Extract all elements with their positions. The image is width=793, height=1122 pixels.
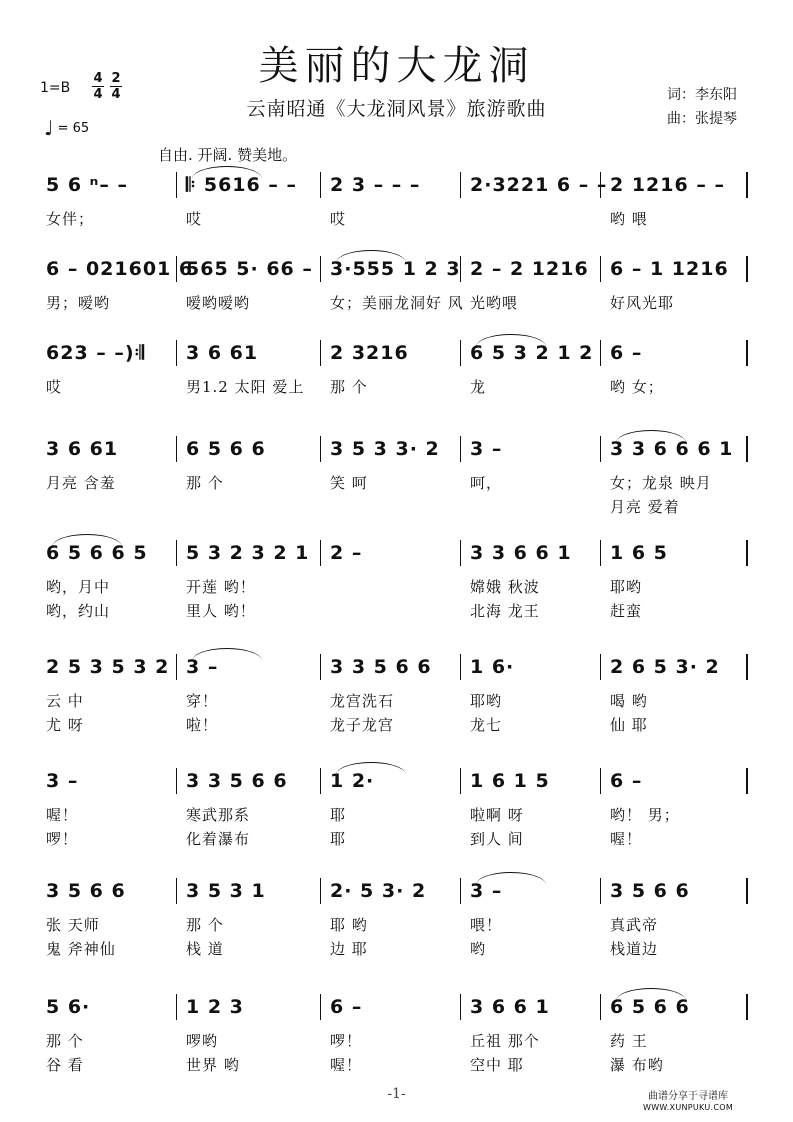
barline — [746, 340, 748, 366]
lyric-text: 真武帝 — [610, 916, 659, 934]
barline — [460, 436, 461, 462]
lyric-text: 耶哟 — [610, 578, 643, 596]
score-system-2 — [0, 244, 793, 340]
measure: 6 5 6 6 5 — [46, 542, 148, 564]
lyric-text: 边 耶 — [330, 940, 368, 958]
lyric-text: 耶 — [330, 806, 347, 824]
lyric-text: 谷 看 — [46, 1056, 84, 1074]
lyric-text: 男1.2 太阳 爱上 — [186, 378, 305, 396]
lyric-text: 空中 耶 — [470, 1056, 524, 1074]
measure: 3 6 6 1 — [470, 996, 550, 1018]
score-system-8 — [0, 866, 793, 962]
slur-mark — [476, 334, 546, 347]
measure: 3 – — [46, 770, 79, 792]
measure: 6 5 6 6 — [186, 438, 266, 460]
lyric-text: 哎 — [186, 210, 203, 228]
lyric-text: 那 个 — [330, 378, 368, 396]
lyric-text: 哟 女； — [610, 378, 664, 396]
lyric-text: 女；美丽龙洞好 风 — [330, 294, 464, 312]
notation-row — [0, 528, 793, 572]
slur-mark — [336, 250, 406, 263]
lyric-text: 月亮 爱着 — [610, 498, 680, 516]
song-title: 美丽的大龙洞 — [258, 43, 535, 89]
measure: 3 5 3 3· 2 — [330, 438, 440, 460]
barline — [460, 654, 461, 680]
barline — [600, 878, 601, 904]
lyric-text: 寒武那系 — [186, 806, 251, 824]
lyric-text: 啰！ — [46, 830, 79, 848]
lyric-text: 嗳哟嗳哟 — [186, 294, 251, 312]
measure: 3 5 6 6 — [610, 880, 690, 902]
barline — [460, 540, 461, 566]
measure: 3 – — [470, 880, 503, 902]
slur-mark — [192, 166, 262, 179]
measure: 3 – — [186, 656, 219, 678]
score-system-5 — [0, 528, 793, 624]
lyric-text: 开莲 哟！ — [186, 578, 256, 596]
notation-row — [0, 642, 793, 686]
barline — [320, 994, 321, 1020]
lyric-text: 哟 喂 — [610, 210, 648, 228]
notation-row — [0, 328, 793, 372]
barline — [176, 256, 177, 282]
measure: 6 5 6 6 — [610, 996, 690, 1018]
measure: 1 2 3 — [186, 996, 244, 1018]
lyric-text: 啦啊 呀 — [470, 806, 524, 824]
barline — [746, 256, 748, 282]
lyric-text: 瀑 布哟 — [610, 1056, 664, 1074]
measure: 3 5 3 1 — [186, 880, 266, 902]
lyric-text: 化着瀑布 — [186, 830, 251, 848]
lyric-text: 鬼 斧神仙 — [46, 940, 116, 958]
barline — [320, 172, 321, 198]
barline — [600, 654, 601, 680]
lyric-text: 哟 — [470, 940, 487, 958]
lyric-text: 仙 耶 — [610, 716, 648, 734]
lyric-text: 到人 间 — [470, 830, 524, 848]
lyric-text: 啰哟 — [186, 1032, 219, 1050]
barline — [746, 994, 748, 1020]
barline — [460, 768, 461, 794]
lyric-text: 龙七 — [470, 716, 503, 734]
score-system-3 — [0, 328, 793, 424]
lyric-text: 啦！ — [186, 716, 219, 734]
song-subtitle: 云南昭通《大龙洞风景》旅游歌曲 — [246, 98, 547, 120]
lyric-text: 月亮 含羞 — [46, 474, 116, 492]
lyric-text: 喂！ — [470, 916, 503, 934]
lyric-text: 光哟喂 — [470, 294, 519, 312]
slur-mark — [192, 648, 262, 661]
lyric-text: 女；龙泉 映月 — [610, 474, 712, 492]
lyric-text: 栈道边 — [610, 940, 659, 958]
measure: 623 – –)𝄇 — [46, 342, 145, 364]
notation-row — [0, 756, 793, 800]
measure: 6 – — [610, 770, 643, 792]
barline — [746, 768, 748, 794]
lyric-text: 里人 哟！ — [186, 602, 256, 620]
measure: 2 – — [330, 542, 363, 564]
barline — [600, 540, 601, 566]
barline — [176, 994, 177, 1020]
measure: 2 5 3 5 3 2 — [46, 656, 170, 678]
barline — [746, 172, 748, 198]
lyric-text: 栈 道 — [186, 940, 224, 958]
lyric-text: 耶 哟 — [330, 916, 368, 934]
lyric-text: 笑 呵 — [330, 474, 368, 492]
barline — [746, 540, 748, 566]
measure: 2· 5 3· 2 — [330, 880, 427, 902]
measure: 6 – 021601 6 — [46, 258, 194, 280]
measure: 3 3 5 6 6 — [186, 770, 288, 792]
lyric-text: 那 个 — [46, 1032, 84, 1050]
lyric-text: 哟，约山 — [46, 602, 111, 620]
barline — [320, 436, 321, 462]
watermark-text: 曲谱分享于寻谱库 — [648, 1091, 729, 1102]
lyric-text: 耶哟 — [470, 692, 503, 710]
lyric-text: 药 王 — [610, 1032, 648, 1050]
measure: 1 6· — [470, 656, 515, 678]
measure: 6 – 1 1216 — [610, 258, 729, 280]
barline — [176, 540, 177, 566]
barline — [600, 256, 601, 282]
measure: 2 1216 – – — [610, 174, 725, 196]
measure: 3 3 6 6 6 1 — [610, 438, 734, 460]
score-system-9 — [0, 982, 793, 1078]
lyric-text: 龙宫洗石 — [330, 692, 395, 710]
score-system-6 — [0, 642, 793, 738]
measure: 5 6 ⁿ– – — [46, 174, 128, 196]
measure: 6 5 3 2 1 2 — [470, 342, 594, 364]
barline — [176, 436, 177, 462]
barline — [176, 340, 177, 366]
page-number: -1- — [387, 1086, 406, 1102]
barline — [176, 654, 177, 680]
lyric-text: 哟，月中 — [46, 578, 111, 596]
lyric-text: 赶蛮 — [610, 602, 643, 620]
measure: 6 – — [330, 996, 363, 1018]
barline — [320, 878, 321, 904]
time-signature-4-4: 4 4 — [93, 71, 103, 102]
lyric-text: 那 个 — [186, 916, 224, 934]
score-system-4 — [0, 424, 793, 520]
lyric-text: 尤 呀 — [46, 716, 84, 734]
lyric-text: 喝 哟 — [610, 692, 648, 710]
quarter-note-icon: ♩ — [44, 116, 54, 140]
measure: 2 3 – – – — [330, 174, 421, 196]
key-signature: 1=B — [40, 80, 71, 96]
lyric-text: 世界 哟 — [186, 1056, 240, 1074]
lyric-text: 哎 — [330, 210, 347, 228]
lyric-text: 北海 龙王 — [470, 602, 540, 620]
barline — [320, 540, 321, 566]
score-system-1 — [0, 160, 793, 256]
lyric-text: 龙子龙宫 — [330, 716, 395, 734]
expression-marking: 自由. 开阔. 赞美地。 — [158, 146, 298, 164]
lyric-text: 那 个 — [186, 474, 224, 492]
tempo-value: = 65 — [57, 121, 90, 136]
slur-mark — [52, 534, 122, 547]
barline — [746, 654, 748, 680]
barline — [176, 172, 177, 198]
slur-mark — [476, 872, 546, 885]
barline — [460, 256, 461, 282]
lyric-text: 哟！ 男； — [610, 806, 680, 824]
notation-row — [0, 424, 793, 468]
lyric-text: 穿！ — [186, 692, 219, 710]
measure: 1 6 1 5 — [470, 770, 550, 792]
lyric-text: 好风光耶 — [610, 294, 675, 312]
barline — [460, 878, 461, 904]
measure: 3 6 61 — [186, 342, 259, 364]
time-signature-2-4: 2 4 — [111, 71, 121, 102]
barline — [460, 994, 461, 1020]
tempo-marking — [44, 116, 89, 140]
barline — [176, 768, 177, 794]
measure: 1 2· — [330, 770, 375, 792]
barline — [320, 654, 321, 680]
watermark — [643, 1091, 733, 1113]
measure: 3 – — [470, 438, 503, 460]
lyric-text: 喔！ — [46, 806, 79, 824]
measure: 6 – — [610, 342, 643, 364]
lyric-text: 喔！ — [610, 830, 643, 848]
measure: 3 3 6 6 1 — [470, 542, 572, 564]
measure: 5 6· — [46, 996, 91, 1018]
measure: 2 3216 — [330, 342, 409, 364]
lyric-text: 女伴； — [46, 210, 95, 228]
barline — [460, 340, 461, 366]
notation-row — [0, 982, 793, 1026]
slur-mark — [616, 430, 686, 443]
lyricist-credit: 词：李东阳 — [667, 87, 737, 103]
measure: 3 5 6 6 — [46, 880, 126, 902]
composer-credit: 曲：张提琴 — [667, 111, 737, 127]
barline — [600, 768, 601, 794]
barline — [320, 768, 321, 794]
barline — [600, 436, 601, 462]
measure: 2·3221 6 – – — [470, 174, 608, 196]
measure: 3 3 5 6 6 — [330, 656, 432, 678]
lyric-text: 男；嗳哟 — [46, 294, 111, 312]
lyric-text: 啰！ — [330, 1032, 363, 1050]
slur-mark — [336, 762, 406, 775]
barline — [320, 256, 321, 282]
lyric-text: 云 中 — [46, 692, 84, 710]
lyric-text: 张 天师 — [46, 916, 100, 934]
barline — [600, 340, 601, 366]
barline — [320, 340, 321, 366]
lyric-text: 喔！ — [330, 1056, 363, 1074]
lyric-text: 嫦娥 秋波 — [470, 578, 540, 596]
notation-row — [0, 160, 793, 204]
measure: 565 5· 66 – — [186, 258, 313, 280]
lyric-text: 龙 — [470, 378, 487, 396]
notation-row — [0, 244, 793, 288]
slur-mark — [616, 988, 686, 1001]
lyric-text: 哎 — [46, 378, 63, 396]
lyric-text: 呵， — [470, 474, 503, 492]
lyric-text: 丘祖 那个 — [470, 1032, 540, 1050]
measure: 2 6 5 3· 2 — [610, 656, 720, 678]
barline — [746, 436, 748, 462]
notation-row — [0, 866, 793, 910]
measure: 3·555 1 2 3 — [330, 258, 461, 280]
measure: 1 6 5 — [610, 542, 668, 564]
measure: 5 3 2 3 2 1 — [186, 542, 310, 564]
watermark-url: WWW.XUNPUKU.COM — [643, 1103, 734, 1112]
barline — [460, 172, 461, 198]
barline — [176, 878, 177, 904]
measure: 2 – 2 1216 — [470, 258, 589, 280]
measure: 3 6 61 — [46, 438, 119, 460]
score-system-7 — [0, 756, 793, 852]
barline — [746, 878, 748, 904]
barline — [600, 172, 601, 198]
measure: 𝄆 5616 – – — [186, 174, 297, 196]
barline — [600, 994, 601, 1020]
lyric-text: 耶 — [330, 830, 347, 848]
